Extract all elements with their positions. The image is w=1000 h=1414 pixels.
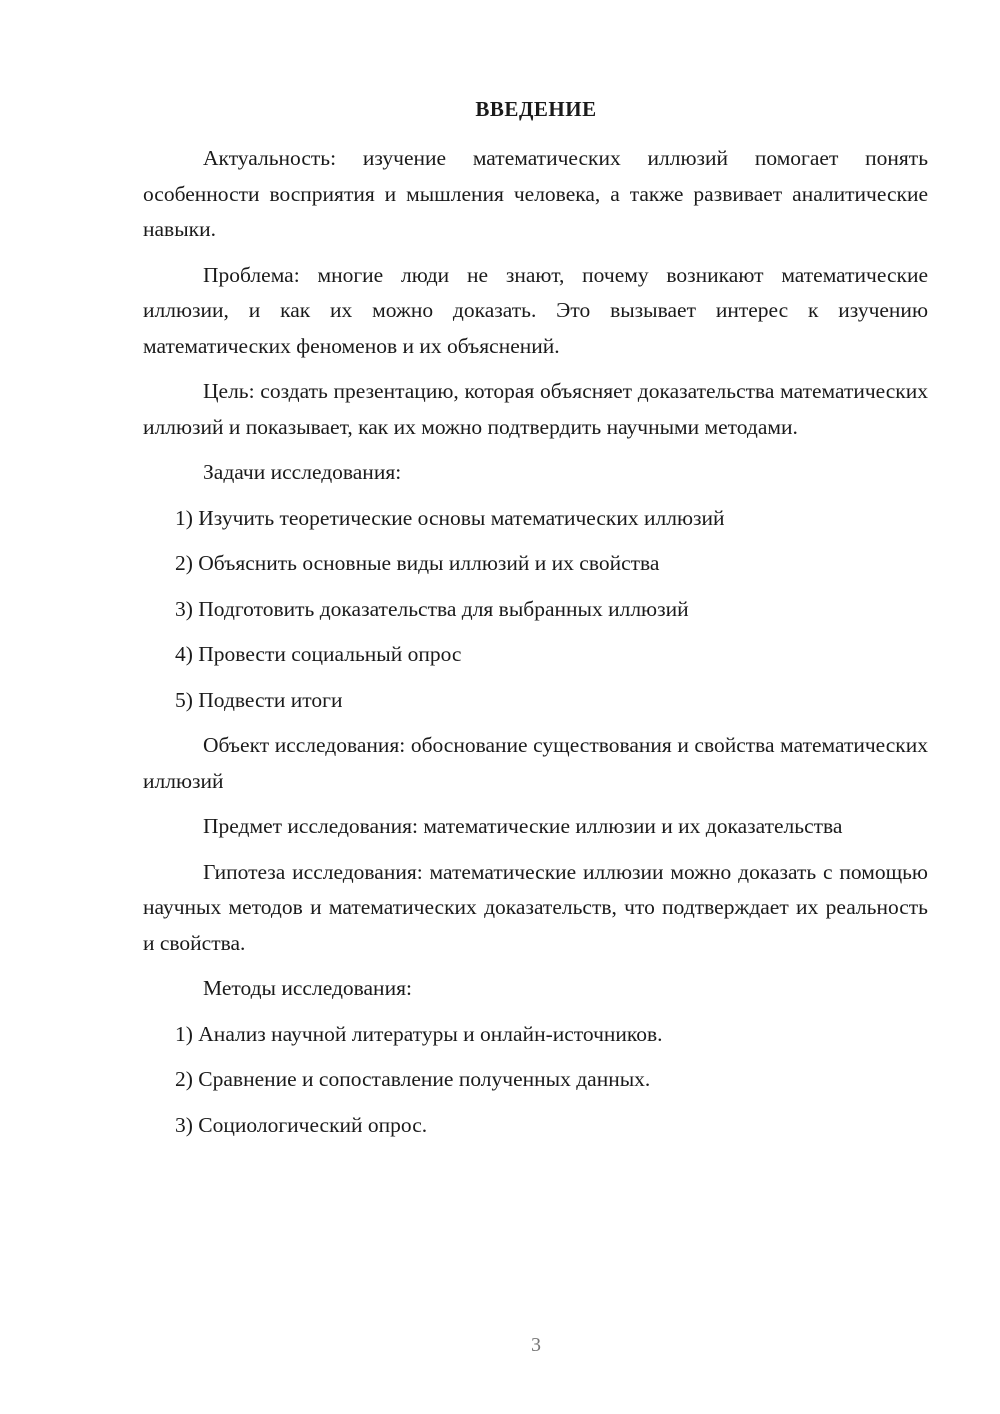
- tasks-list: [143, 501, 928, 719]
- goal-paragraph: Цель: создать презентацию, которая объясняет доказательства математических иллюзий и показывает, как их можно подтвердить научными методами.: [143, 379, 928, 439]
- page-number: 3: [531, 1334, 541, 1356]
- object-paragraph: Объект исследования: обоснование существования и свойства математических иллюзий: [143, 733, 928, 793]
- methods-list: [143, 1017, 928, 1144]
- hypothesis-paragraph: Гипотеза исследования: математические иллюзии можно доказать с помощью научных методов и математических доказательств, что подтверждает их реальность и свойства.: [143, 859, 928, 955]
- task-item: 1) Изучить теоретические основы математических иллюзий: [175, 505, 725, 530]
- methods-heading: Методы исследования:: [203, 976, 412, 1000]
- tasks-heading: Задачи исследования:: [203, 460, 402, 484]
- task-item: 4) Провести социальный опрос: [175, 642, 462, 666]
- document-body: [143, 141, 928, 1153]
- subject-paragraph: Предмет исследования: математические иллюзии и их доказательства: [203, 814, 843, 838]
- task-item: 2) Объяснить основные виды иллюзий и их свойства: [175, 551, 660, 575]
- task-item: 3) Подготовить доказательства для выбранных иллюзий: [175, 596, 689, 621]
- task-item: 5) Подвести итоги: [175, 687, 343, 712]
- method-item: 3) Социологический опрос.: [175, 1112, 428, 1137]
- problem-paragraph: Проблема: многие люди не знают, почему возникают математические иллюзии, и как их можно доказать. Это вызывает интерес к изучению математических феноменов и их объяснений.: [143, 262, 928, 358]
- method-item: 2) Сравнение и сопоставление полученных данных.: [175, 1067, 651, 1091]
- method-item: 1) Анализ научной литературы и онлайн-источников.: [175, 1021, 663, 1046]
- relevance-paragraph: Актуальность: изучение математических иллюзий помогает понять особенности восприятия и мышления человека, а также развивает аналитические навыки.: [143, 146, 928, 241]
- page-title: ВВЕДЕНИЕ: [475, 97, 597, 121]
